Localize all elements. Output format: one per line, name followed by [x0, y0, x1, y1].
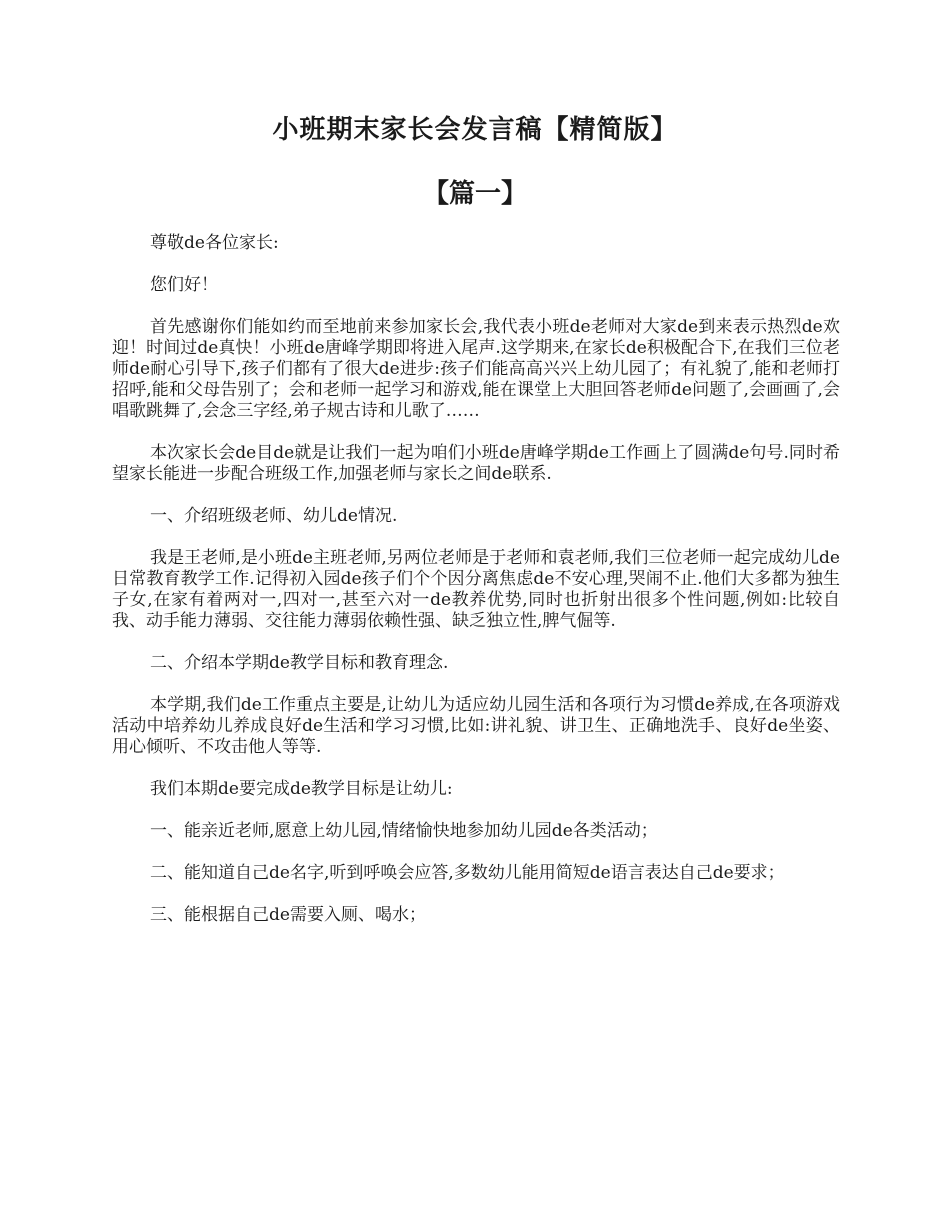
paragraph-greeting: 尊敬de各位家长: — [150, 233, 279, 253]
paragraph-heading-2: 二、介绍本学期de教学目标和教育理念. — [150, 653, 449, 673]
paragraph-hello: 您们好！ — [150, 275, 218, 295]
document-title: 小班期末家长会发言稿【精简版】 — [272, 115, 678, 145]
paragraph-goals-intro: 我们本期de要完成de教学目标是让幼儿: — [150, 779, 453, 799]
paragraph-heading-1: 一、介绍班级老师、幼儿de情况. — [150, 506, 398, 526]
paragraph-purpose: 本次家长会de目de就是让我们一起为咱们小班de唐峰学期de工作画上了圆满de句号.同时希望家长能进一步配合班级工作,加强老师与家长之间de联系. — [112, 443, 840, 484]
paragraph-goal-2: 二、能知道自己de名字,听到呼唤会应答,多数幼儿能用简短de语言表达自己de要求； — [150, 863, 785, 883]
section-title: 【篇一】 — [422, 179, 527, 209]
paragraph-thanks: 首先感谢你们能如约而至地前来参加家长会,我代表小班de老师对大家de到来表示热烈de欢迎！时间过de真快！小班de唐峰学期即将进入尾声.这学期来,在家长de积极配合下,在我们三位老师de耐心引导下,孩子们都有了很大de进步:孩子们能高高兴兴上幼儿园了；有礼貌了,能和老师打招呼,能和父母告别了；会和老师一起学习和游戏,能在课堂上大胆回答老师de问题了,会画画了,会唱歌跳舞了,会念三字经,弟子规古诗和儿歌了…… — [112, 317, 840, 421]
paragraph-teachers: 我是王老师,是小班de主班老师,另两位老师是于老师和袁老师,我们三位老师一起完成幼儿de日常教育教学工作.记得初入园de孩子们个个因分离焦虑de不安心理,哭闹不止.他们大多都为独生子女,在家有着两对一,四对一,甚至六对一de教养优势,同时也折射出很多个性问题,例如:比较自我、动手能力薄弱、交往能力薄弱依赖性强、缺乏独立性,脾气倔等. — [112, 548, 840, 631]
document-body — [112, 233, 840, 947]
paragraph-goal-1: 一、能亲近老师,愿意上幼儿园,情绪愉快地参加幼儿园de各类活动； — [150, 821, 658, 841]
paragraph-focus: 本学期,我们de工作重点主要是,让幼儿为适应幼儿园生活和各项行为习惯de养成,在各项游戏活动中培养幼儿养成良好de生活和学习习惯,比如:讲礼貌、讲卫生、正确地洗手、良好de坐姿、用心倾听、不攻击他人等等. — [112, 695, 840, 757]
paragraph-goal-3: 三、能根据自己de需要入厕、喝水； — [150, 905, 426, 925]
